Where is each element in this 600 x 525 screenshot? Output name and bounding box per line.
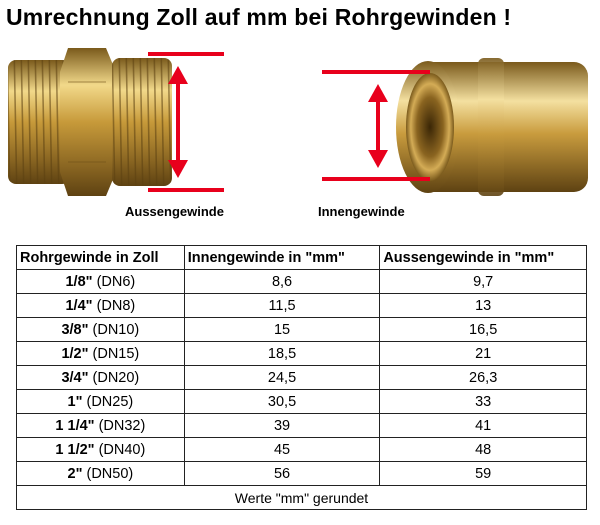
header-thread-inch: Rohrgewinde in Zoll	[17, 246, 185, 270]
header-external-mm: Aussengewinde in "mm"	[380, 246, 587, 270]
size-dn: (DN40)	[98, 441, 146, 458]
external-mm: 21	[380, 342, 587, 366]
table-row	[17, 462, 587, 486]
size-dn: (DN15)	[92, 345, 140, 362]
table-header-row	[17, 246, 587, 270]
external-mm: 9,7	[380, 270, 587, 294]
table-row	[17, 366, 587, 390]
size-dn: (DN25)	[86, 393, 134, 410]
internal-mm: 15	[184, 318, 380, 342]
page-title: Umrechnung Zoll auf mm bei Rohrgewinden !	[6, 4, 512, 30]
internal-thread-caption: Innengewinde	[318, 204, 405, 219]
size-dn: (DN6)	[96, 273, 136, 290]
internal-mm: 24,5	[184, 366, 380, 390]
table-row	[17, 438, 587, 462]
external-mm: 41	[380, 414, 587, 438]
internal-mm: 30,5	[184, 390, 380, 414]
table-row	[17, 342, 587, 366]
external-thread-caption: Aussengewinde	[125, 204, 224, 219]
conversion-table	[16, 245, 587, 510]
size-dn: (DN32)	[98, 417, 146, 434]
external-mm: 59	[380, 462, 587, 486]
size-inch: 3/8"	[61, 321, 89, 338]
size-inch: 1/4"	[65, 297, 93, 314]
table-row	[17, 270, 587, 294]
external-mm: 26,3	[380, 366, 587, 390]
size-inch: 1/2"	[61, 345, 89, 362]
table-row	[17, 414, 587, 438]
size-dn: (DN8)	[96, 297, 136, 314]
size-dn: (DN50)	[86, 465, 134, 482]
socket-photo	[318, 54, 598, 204]
internal-mm: 11,5	[184, 294, 380, 318]
size-dn: (DN20)	[92, 369, 140, 386]
rounding-note: Werte "mm" gerundet	[17, 486, 587, 510]
size-inch: 2"	[67, 465, 83, 482]
size-inch: 1/8"	[65, 273, 93, 290]
size-inch: 1 1/4"	[55, 417, 95, 434]
external-mm: 48	[380, 438, 587, 462]
size-inch: 3/4"	[61, 369, 89, 386]
table-row	[17, 318, 587, 342]
hex-nipple-photo	[6, 42, 246, 202]
external-mm: 33	[380, 390, 587, 414]
size-inch: 1"	[67, 393, 83, 410]
table-footer-row	[17, 486, 587, 510]
table-row	[17, 294, 587, 318]
size-inch: 1 1/2"	[55, 441, 95, 458]
internal-mm: 56	[184, 462, 380, 486]
internal-mm: 18,5	[184, 342, 380, 366]
internal-mm: 39	[184, 414, 380, 438]
external-mm: 16,5	[380, 318, 587, 342]
header-internal-mm: Innengewinde in "mm"	[184, 246, 380, 270]
size-dn: (DN10)	[92, 321, 140, 338]
internal-mm: 8,6	[184, 270, 380, 294]
external-mm: 13	[380, 294, 587, 318]
internal-mm: 45	[184, 438, 380, 462]
table-row	[17, 390, 587, 414]
